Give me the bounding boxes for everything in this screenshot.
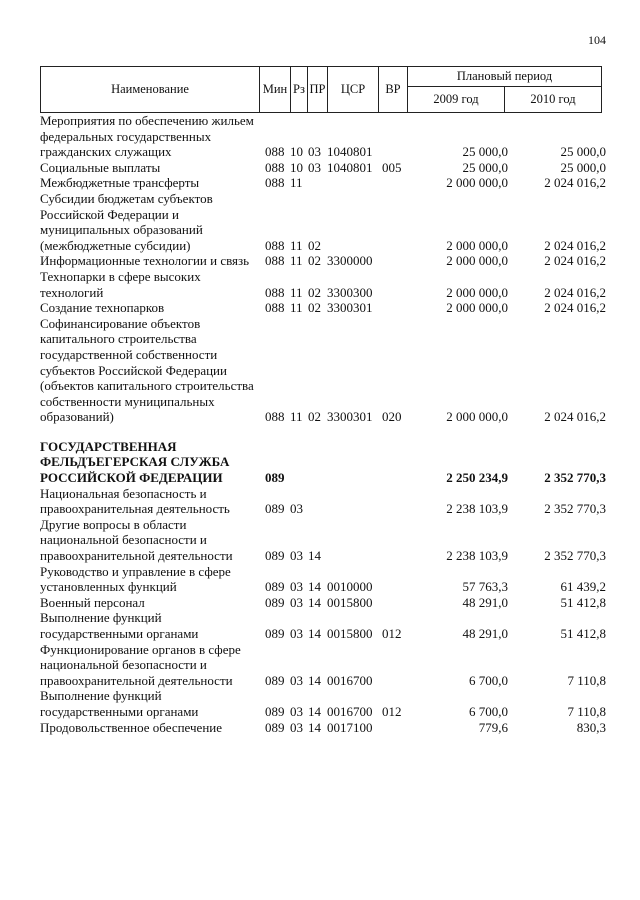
row-value-2009: 6 700,0 — [469, 672, 508, 688]
table-row — [40, 253, 610, 269]
table-row — [40, 113, 610, 160]
row-min: 089 — [265, 501, 285, 517]
row-min: 088 — [265, 300, 285, 316]
table-row — [40, 564, 610, 595]
row-value-2009: 25 000,0 — [462, 159, 508, 175]
row-rz: 10 — [290, 159, 303, 175]
row-value-2009: 2 000 000,0 — [446, 253, 508, 269]
row-csr: 3300300 — [327, 284, 373, 300]
row-rz: 03 — [290, 548, 303, 564]
row-value-2010: 2 024 016,2 — [544, 237, 606, 253]
table-row — [40, 595, 610, 611]
row-csr: 0016700 — [327, 672, 373, 688]
table-row — [40, 688, 610, 719]
table-row — [40, 175, 610, 191]
row-value-2010: 7 110,8 — [567, 703, 606, 719]
row-name: Выполнение функций государственными органами — [40, 688, 199, 719]
row-pr: 03 — [308, 159, 321, 175]
row-rz: 11 — [290, 175, 303, 191]
table-row — [40, 160, 610, 176]
row-value-2009: 2 000 000,0 — [446, 237, 508, 253]
row-value-2010: 2 024 016,2 — [544, 253, 606, 269]
row-csr: 1040801 — [327, 144, 373, 160]
row-rz: 03 — [290, 719, 303, 735]
row-min: 089 — [265, 548, 285, 564]
row-value-2009: 48 291,0 — [462, 594, 508, 610]
row-value-2010: 830,3 — [576, 719, 606, 735]
row-name: Мероприятия по обеспечению жильем федеральных государственных гражданских служащих — [40, 113, 254, 160]
row-pr: 14 — [308, 719, 321, 735]
row-vr: 020 — [382, 409, 402, 425]
table-row — [40, 486, 610, 517]
row-name: Функционирование органов в сфере национальной безопасности и правоохранительной деятельности — [40, 641, 241, 688]
page-number: 104 — [588, 33, 606, 47]
row-value-2009: 25 000,0 — [462, 144, 508, 160]
row-pr: 03 — [308, 144, 321, 160]
row-min: 088 — [265, 284, 285, 300]
row-min: 088 — [265, 159, 285, 175]
row-csr: 0015800 — [327, 594, 373, 610]
row-name: Военный персонал — [40, 594, 145, 610]
row-min: 088 — [265, 253, 285, 269]
row-rz: 03 — [290, 626, 303, 641]
header-planned-period: Плановый период — [408, 67, 602, 87]
row-csr: 0015800 — [327, 626, 373, 641]
row-name: Субсидии бюджетам субъектов Российской Федерации и муниципальных образований (межбюджетные субсидии) — [40, 190, 213, 253]
header-rz: Рз — [291, 67, 308, 113]
budget-table-body — [40, 113, 610, 735]
row-value-2009: 779,6 — [478, 719, 508, 735]
row-name: Софинансирование объектов капитального строительства государственной собственности субъектов Российской Федерации (объектов капитального строительства собственности муниципальных образований) — [40, 315, 254, 425]
row-value-2010: 2 024 016,2 — [544, 175, 606, 191]
row-value-2009: 48 291,0 — [462, 626, 508, 641]
row-pr: 14 — [308, 626, 321, 641]
row-pr: 14 — [308, 594, 321, 610]
row-min: 089 — [265, 470, 285, 486]
row-name: Создание технопарков — [40, 300, 165, 316]
row-value-2010: 2 024 016,2 — [544, 284, 606, 300]
row-min: 088 — [265, 237, 285, 253]
row-pr: 14 — [308, 672, 321, 688]
row-value-2009: 6 700,0 — [469, 703, 508, 719]
row-min: 089 — [265, 594, 285, 610]
row-rz: 10 — [290, 144, 303, 160]
row-pr: 02 — [308, 237, 321, 253]
row-name: Продовольственное обеспечение — [40, 719, 222, 735]
row-pr: 02 — [308, 253, 321, 269]
header-pr: ПР — [308, 67, 328, 113]
row-name: Технопарки в сфере высоких технологий — [40, 268, 201, 300]
row-rz: 11 — [290, 409, 303, 425]
table-header — [40, 66, 602, 113]
row-pr: 02 — [308, 284, 321, 300]
row-csr: 0017100 — [327, 719, 373, 735]
header-year-2010: 2010 год — [505, 87, 602, 113]
row-min: 088 — [265, 409, 285, 425]
row-rz: 11 — [290, 237, 303, 253]
row-name: Другие вопросы в области национальной безопасности и правоохранительной деятельности — [40, 516, 233, 564]
row-min: 089 — [265, 579, 285, 595]
row-csr: 1040801 — [327, 159, 373, 175]
row-value-2009: 2 238 103,9 — [446, 548, 508, 564]
row-pr: 02 — [308, 300, 321, 316]
header-year-2009: 2009 год — [408, 87, 505, 113]
table-row — [40, 269, 610, 300]
row-value-2009: 2 000 000,0 — [446, 175, 508, 191]
row-rz: 11 — [290, 284, 303, 300]
row-value-2010: 2 352 770,3 — [544, 501, 606, 517]
row-name: Национальная безопасность и правоохранительная деятельность — [40, 485, 230, 517]
row-value-2009: 2 238 103,9 — [446, 501, 508, 517]
header-vr: ВР — [379, 67, 408, 113]
row-value-2009: 2 000 000,0 — [446, 409, 508, 425]
row-rz: 03 — [290, 672, 303, 688]
row-value-2010: 51 412,8 — [560, 626, 606, 641]
row-value-2010: 25 000,0 — [560, 144, 606, 160]
row-rz: 11 — [290, 300, 303, 316]
row-value-2010: 25 000,0 — [560, 159, 606, 175]
row-value-2010: 2 352 770,3 — [544, 548, 606, 564]
table-row — [40, 642, 610, 689]
row-value-2009: 2 000 000,0 — [446, 284, 508, 300]
row-name: Выполнение функций государственными органами — [40, 610, 199, 641]
row-value-2010: 2 024 016,2 — [544, 409, 606, 425]
table-row — [40, 439, 610, 486]
table-row — [40, 316, 610, 425]
row-min: 089 — [265, 672, 285, 688]
row-value-2010: 61 439,2 — [560, 579, 606, 595]
row-min: 089 — [265, 719, 285, 735]
row-value-2009: 2 000 000,0 — [446, 300, 508, 316]
row-pr: 14 — [308, 703, 321, 719]
row-value-2010: 51 412,8 — [560, 594, 606, 610]
row-csr: 3300301 — [327, 409, 373, 425]
row-min: 089 — [265, 703, 285, 719]
row-rz: 03 — [290, 579, 303, 595]
row-rz: 03 — [290, 594, 303, 610]
table-row — [40, 720, 610, 736]
row-min: 088 — [265, 175, 285, 191]
row-rz: 11 — [290, 253, 303, 269]
row-csr: 0016700 — [327, 703, 373, 719]
row-csr: 3300301 — [327, 300, 373, 316]
row-value-2009: 2 250 234,9 — [446, 470, 508, 486]
row-value-2010: 7 110,8 — [567, 672, 606, 688]
table-row — [40, 300, 610, 316]
row-name: Информационные технологии и связь — [40, 253, 250, 269]
header-name: Наименование — [41, 67, 260, 113]
row-vr: 012 — [382, 626, 402, 641]
table-row — [40, 191, 610, 253]
row-min: 088 — [265, 144, 285, 160]
row-value-2010: 2 352 770,3 — [544, 470, 606, 486]
header-min: Мин — [260, 67, 291, 113]
row-name: Руководство и управление в сфере установленных функций — [40, 563, 231, 595]
header-csr: ЦСР — [328, 67, 379, 113]
row-csr: 0010000 — [327, 579, 373, 595]
row-vr: 012 — [382, 703, 402, 719]
row-pr: 14 — [308, 548, 321, 564]
table-row — [40, 517, 610, 564]
row-rz: 03 — [290, 501, 303, 517]
row-min: 089 — [265, 626, 285, 641]
row-csr: 3300000 — [327, 253, 373, 269]
row-vr: 005 — [382, 159, 402, 175]
row-name: Социальные выплаты — [40, 159, 161, 175]
row-value-2009: 57 763,3 — [462, 579, 508, 595]
row-name: ГОСУДАРСТВЕННАЯ ФЕЛЬДЪЕГЕРСКАЯ СЛУЖБА РОССИЙСКОЙ ФЕДЕРАЦИИ — [40, 438, 230, 486]
row-pr: 14 — [308, 579, 321, 595]
row-pr: 02 — [308, 409, 321, 425]
table-row — [40, 610, 610, 641]
row-rz: 03 — [290, 703, 303, 719]
row-value-2010: 2 024 016,2 — [544, 300, 606, 316]
row-name: Межбюджетные трансферты — [40, 175, 200, 191]
